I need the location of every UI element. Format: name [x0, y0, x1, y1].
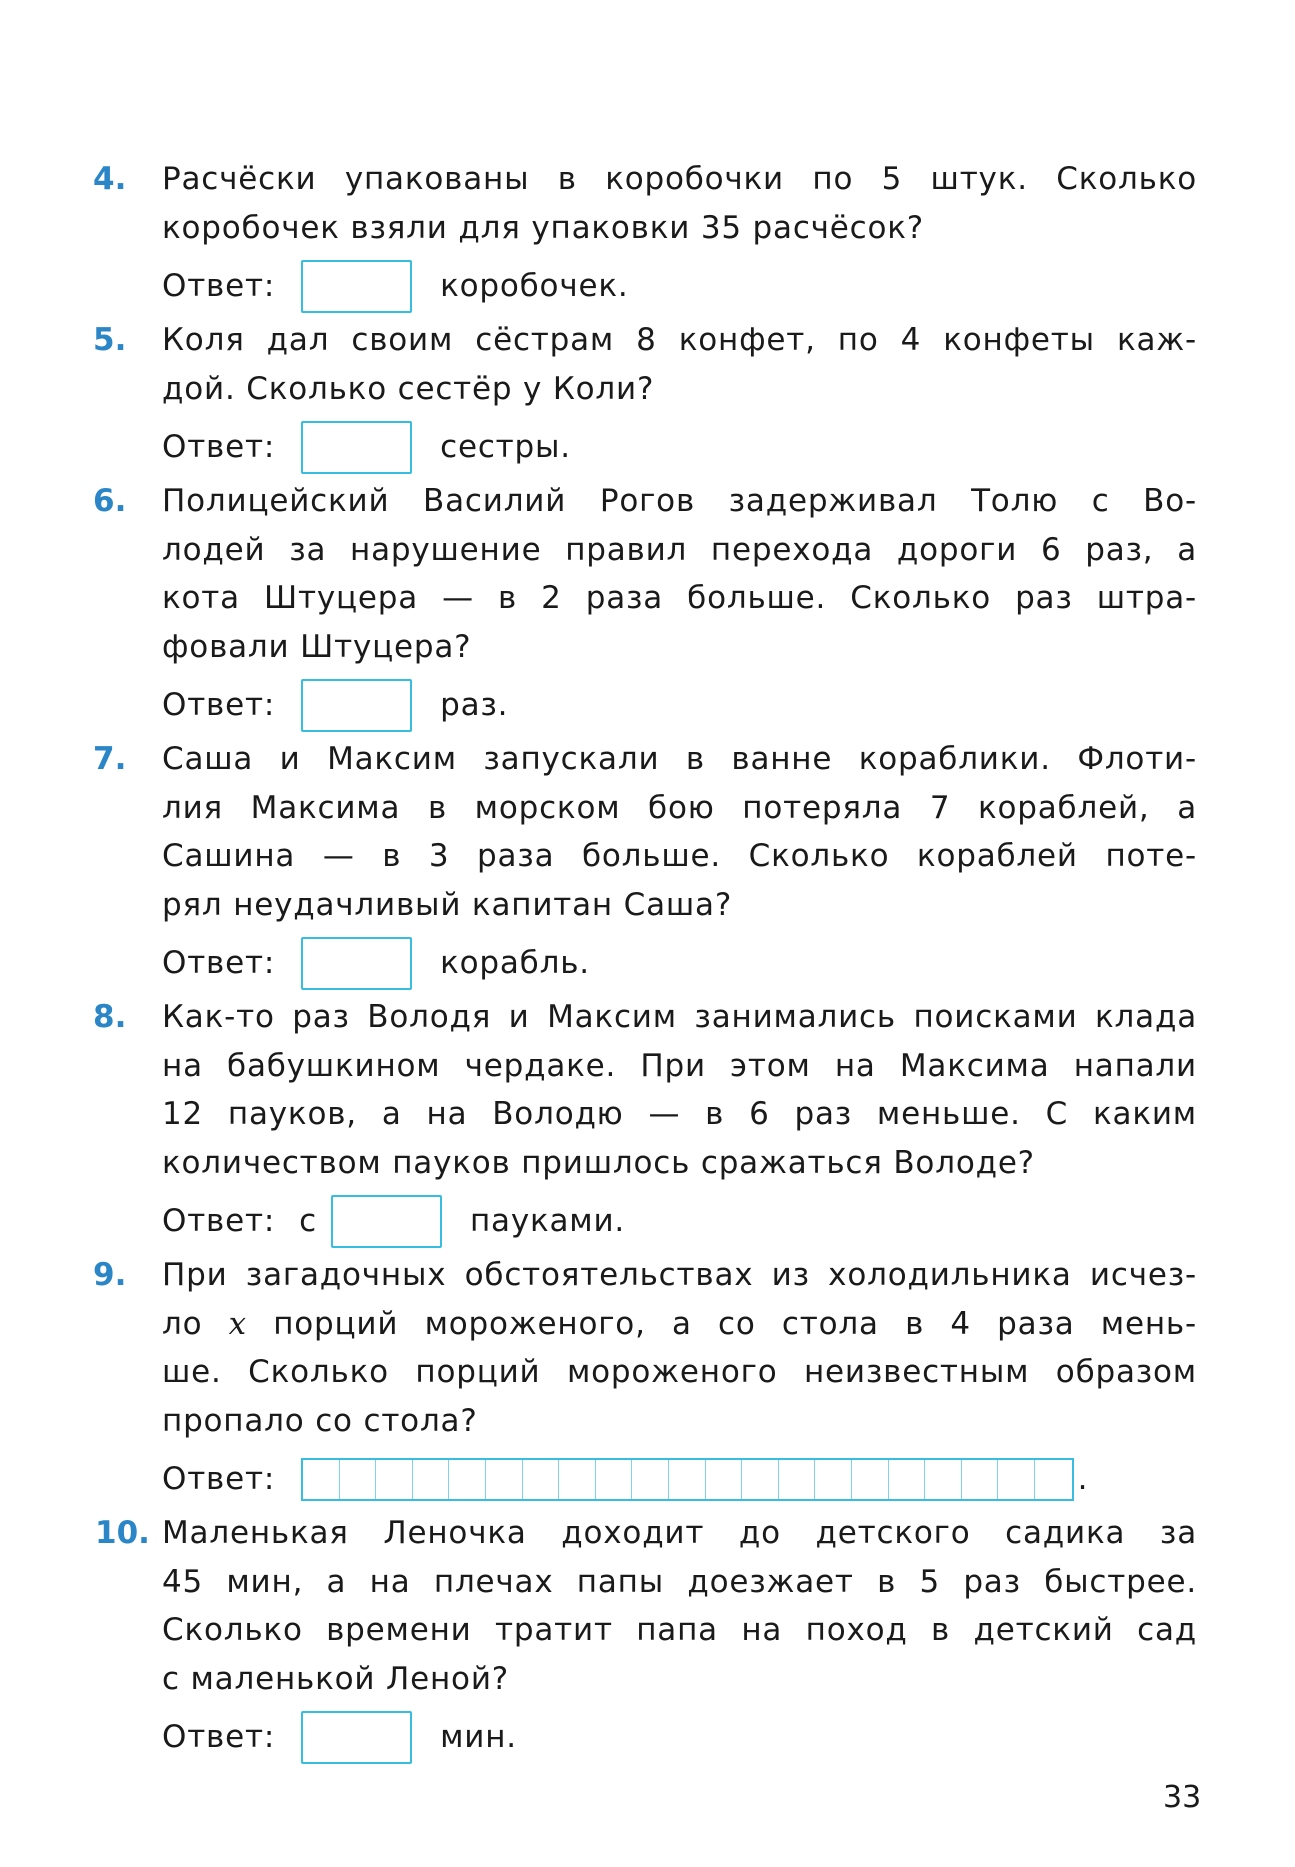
task-text-line: коробочек взяли для упаковки 35 расчёсок? — [162, 209, 925, 246]
task-text-line: ше. Сколько порций мороженого неизвестным образом — [162, 1354, 1197, 1390]
answer-unit: пауками. — [469, 1203, 626, 1239]
task-text-line: Как-то раз Володя и Максим занимались поисками клада — [162, 999, 1197, 1035]
task-text-line: Маленькая Леночка доходит до детского садика за — [162, 1515, 1197, 1551]
task-text-line: на бабушкином чердаке. При этом на Максима напали — [162, 1047, 1197, 1084]
task-number: 4. — [93, 161, 127, 197]
grid-cell[interactable] — [523, 1460, 560, 1499]
answer-unit: корабль. — [440, 945, 590, 981]
grid-cell[interactable] — [815, 1460, 852, 1499]
task-text-line: Коля дал своим сёстрам 8 конфет, по 4 конфеты каж- — [162, 322, 1197, 358]
answer-label: Ответ: — [162, 1719, 276, 1755]
task-number: 6. — [93, 483, 127, 519]
task-text-line: рял неудачливый капитан Саша? — [162, 886, 733, 923]
grid-cell[interactable] — [925, 1460, 962, 1499]
task-text-line: фовали Штуцера? — [162, 628, 472, 665]
grid-cell[interactable] — [376, 1460, 413, 1499]
grid-cell[interactable] — [998, 1460, 1035, 1499]
answer-label: Ответ: — [162, 945, 276, 981]
answer-unit: коробочек. — [440, 268, 629, 304]
task-text-line: лия Максима в морском бою потеряла 7 кораблей, а — [162, 789, 1197, 826]
task-text-line: 12 пауков, а на Володю — в 6 раз меньше. С каким — [162, 1096, 1197, 1132]
answer-box[interactable] — [301, 1711, 412, 1764]
grid-cell[interactable] — [669, 1460, 706, 1499]
task-text-line: При загадочных обстоятельствах из холодильника исчез- — [162, 1257, 1197, 1293]
page-number: 33 — [1163, 1780, 1202, 1815]
grid-cell[interactable] — [303, 1460, 340, 1499]
task-text-fragment: ло — [162, 1305, 203, 1342]
grid-cell[interactable] — [962, 1460, 999, 1499]
grid-cell[interactable] — [559, 1460, 596, 1499]
grid-cell[interactable] — [340, 1460, 377, 1499]
grid-cell[interactable] — [706, 1460, 743, 1499]
answer-label: Ответ: — [162, 687, 276, 723]
task-text-line: 45 мин, а на плечах папы доезжает в 5 раз быстрее. — [162, 1563, 1197, 1600]
answer-label: Ответ: — [162, 1461, 276, 1497]
answer-box[interactable] — [301, 421, 412, 474]
grid-cell[interactable] — [1035, 1460, 1072, 1499]
task-text-line — [162, 1300, 1197, 1349]
task-text-line: дой. Сколько сестёр у Коли? — [162, 370, 655, 407]
task-text-fragment: порций мороженого, а со стола в 4 раза мень- — [273, 1305, 1197, 1342]
answer-unit: сестры. — [440, 429, 571, 465]
answer-unit: мин. — [440, 1719, 517, 1755]
grid-cell[interactable] — [779, 1460, 816, 1499]
task-text-line: Сашина — в 3 раза больше. Сколько кораблей поте- — [162, 838, 1197, 874]
task-number: 5. — [93, 322, 127, 358]
answer-row — [162, 417, 571, 477]
answer-box[interactable] — [301, 679, 412, 732]
answer-label: Ответ: — [162, 1203, 276, 1239]
task-text-line: с маленькой Леной? — [162, 1660, 510, 1697]
answer-box[interactable] — [301, 937, 412, 990]
task-text-line: Сколько времени тратит папа на поход в детский сад — [162, 1612, 1197, 1648]
task-number: 9. — [93, 1257, 127, 1293]
answer-box[interactable] — [301, 260, 412, 313]
grid-cell[interactable] — [449, 1460, 486, 1499]
task-text-line: лодей за нарушение правил перехода дороги 6 раз, а — [162, 531, 1197, 568]
answer-period: . — [1077, 1461, 1089, 1497]
grid-cell[interactable] — [413, 1460, 450, 1499]
answer-label: Ответ: — [162, 429, 276, 465]
answer-grid[interactable] — [301, 1458, 1073, 1501]
answer-unit: раз. — [440, 687, 509, 723]
task-text-line: количеством пауков пришлось сражаться Володе? — [162, 1144, 1035, 1181]
answer-row — [162, 1191, 625, 1251]
task-text-line: Саша и Максим запускали в ванне кораблики. Флоти- — [162, 741, 1197, 777]
task-text-line: пропало со стола? — [162, 1402, 478, 1439]
task-text-line: кота Штуцера — в 2 раза больше. Сколько раз штра- — [162, 580, 1197, 616]
answer-row — [162, 256, 629, 316]
grid-cell[interactable] — [852, 1460, 889, 1499]
answer-row — [162, 1449, 1088, 1509]
grid-cell[interactable] — [632, 1460, 669, 1499]
task-number: 7. — [93, 741, 127, 777]
grid-cell[interactable] — [889, 1460, 926, 1499]
variable-x: x — [228, 1305, 247, 1342]
grid-cell[interactable] — [486, 1460, 523, 1499]
answer-row — [162, 1707, 517, 1767]
answer-row — [162, 675, 508, 735]
answer-row — [162, 933, 590, 993]
task-number: 8. — [93, 999, 127, 1035]
answer-box[interactable] — [331, 1195, 442, 1248]
grid-cell[interactable] — [742, 1460, 779, 1499]
task-text-line: Расчёски упакованы в коробочки по 5 штук. Сколько — [162, 161, 1197, 197]
answer-label: Ответ: — [162, 268, 276, 304]
answer-prefix: с — [299, 1203, 317, 1239]
task-text-line: Полицейский Василий Рогов задерживал Толю с Во- — [162, 483, 1197, 519]
task-number: 10. — [95, 1515, 150, 1551]
grid-cell[interactable] — [596, 1460, 633, 1499]
